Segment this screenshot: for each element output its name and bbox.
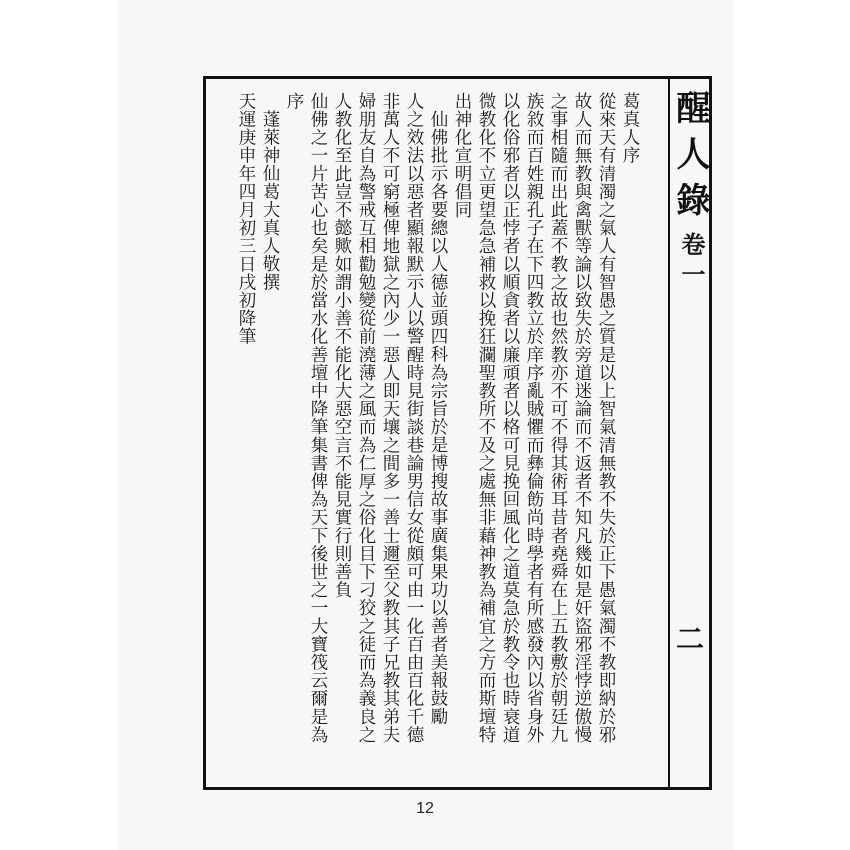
text-column: 出神化宣明倡同 xyxy=(452,92,472,219)
volume-label: 卷一 xyxy=(677,232,706,292)
text-column: 微教化不立更望急急補救以挽狂瀾聖教所不及之處無非藉神教為補宜之方而斯壇特 xyxy=(476,92,496,744)
text-column: 非萬人不可窮極俾地獄之內少一惡人即天壤之間多一善士邇至父教其子兄教其弟夫 xyxy=(380,92,400,744)
text-column: 從來天有清濁之氣人有智愚之質是以上智氣清無教不失於正下愚氣濁不教即納於邪 xyxy=(596,92,616,744)
page-number: 12 xyxy=(416,800,434,817)
book-title xyxy=(670,90,710,228)
text-column: 人之效法以惡者顯報默示人以警醒時見街談巷論男信女從頗可由一化百由百化千德 xyxy=(404,92,424,744)
text-column: 之事相隨而出此蓋不教之故也然教亦不可不得其術耳昔者堯舜在上五教敷於朝廷九 xyxy=(548,92,568,744)
date-line: 天運庚申年四月初三日戌初降筆 xyxy=(236,92,256,346)
preface-title: 葛真人序 xyxy=(620,92,640,165)
text-column: 序 xyxy=(284,92,304,111)
leaf-number: 二 xyxy=(672,624,705,652)
book-title-text: 醒人錄 xyxy=(670,90,710,228)
text-column: 仙佛之一片苦心也矣是於當水化善壇中降筆集書俾為天下後世之一大寶筏云爾是為 xyxy=(308,92,328,744)
text-column: 仙佛批示各要總以人德並頭四科為宗旨於是博搜故事廣集果功以善者美報鼓勵 xyxy=(428,110,448,726)
text-column: 故人而無教與禽獸等論以致失於旁道迷論而不返者不知凡幾如是奸盜邪淫悖逆傲慢 xyxy=(572,92,592,744)
text-column: 婦朋友自為警戒互相勸勉變從前澆薄之風而為仁厚之俗化目下刁狡之徒而為義良之 xyxy=(356,92,376,744)
text-column: 以化俗邪者以正悖者以順貪者以廉頑者以格可見挽回風化之道莫急於教令也時衰道 xyxy=(500,92,520,744)
author-line: 蓬萊神仙葛大真人敬撰 xyxy=(260,110,280,291)
text-column: 族敘而百姓親孔子在下四教立於庠序亂賊懼而彝倫飭尚時學者有所感發內以省身外 xyxy=(524,92,544,744)
text-column: 人教化至此豈不懿歟如謂小善不能化大惡空言不能見實行則善負 xyxy=(332,92,352,599)
